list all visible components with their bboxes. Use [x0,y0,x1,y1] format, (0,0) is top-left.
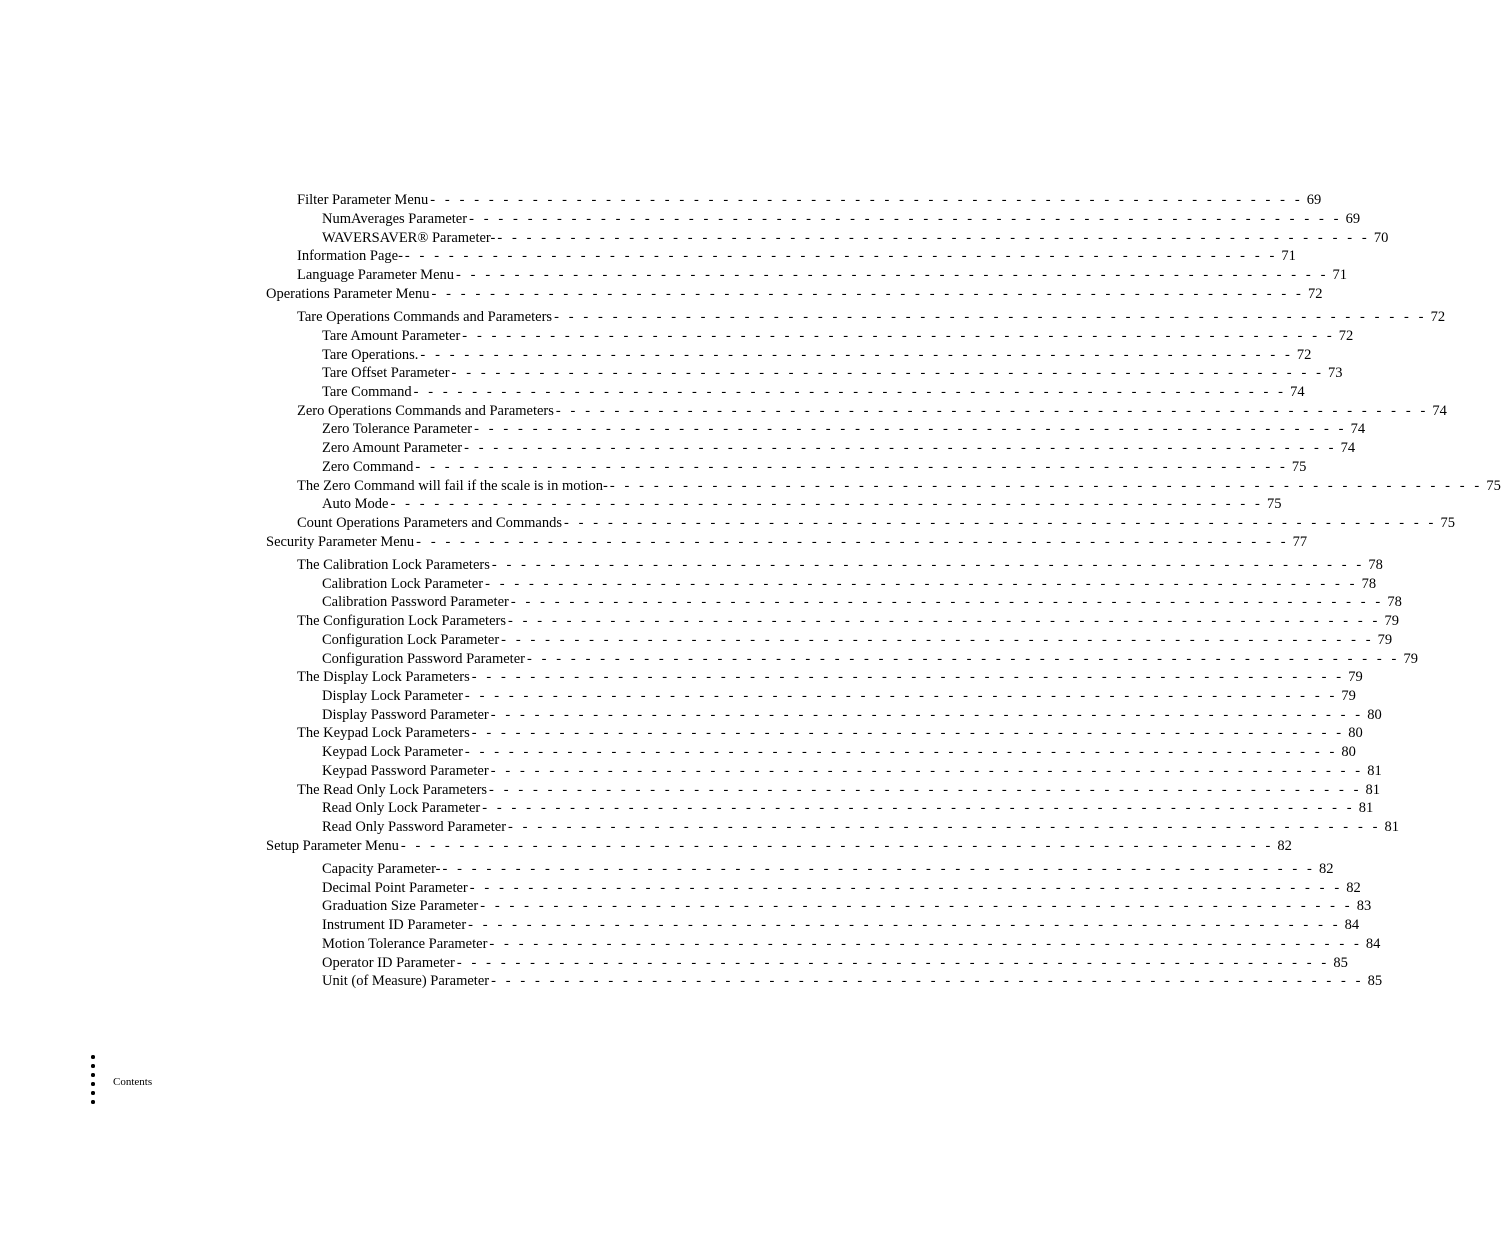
footer-section-label: Contents [113,1076,153,1088]
toc-entry-page-number: 73 [1328,365,1343,381]
toc-entry-title: The Calibration Lock Parameters [297,557,490,573]
toc-entry[interactable] [297,247,1296,266]
toc-entry-page-number: 79 [1403,651,1418,667]
dot-leader: - - - - - - - - - - - - - - - - - - - - - - - - - - - - - - - - - - - - - - - - - - - - - - - - - - - - - - - - - - - - [471,725,1345,741]
toc-entry-page-number: 79 [1377,632,1393,648]
toc-entry[interactable] [322,762,1382,781]
dot-leader: - - - - - - - - - - - - - - - - - - - - - - - - - - - - - - - - - - - - - - - - - - - - - - - - - - - - - - - - - - - - [442,861,1315,877]
toc-entry-title: NumAverages Parameter [322,211,468,227]
toc-entry-title: Operator ID Parameter [322,955,455,971]
toc-entry[interactable] [322,897,1372,916]
dot-leader: - - - - - - - - - - - - - - - - - - - - - - - - - - - - - - - - - - - - - - - - - - - - - - - - - - - - - - - - - - - - [415,459,1288,475]
toc-entry[interactable] [266,533,1308,552]
toc-entry[interactable] [322,631,1393,650]
dot-leader: - - - - - - - - - - - - - - - - - - - - - - - - - - - - - - - - - - - - - - - - - - - - - - - - - - - - - - - - - - - - [420,347,1293,363]
toc-entry-page-number: 75 [1266,496,1282,512]
toc-entry-title: Zero Operations Commands and Parameters [297,403,554,419]
toc-entry[interactable] [297,477,1501,496]
dot-leader: - - - - - - - - - - - - - - - - - - - - - - - - - - - - - - - - - - - - - - - - - - - - - - - - - - - - - - - - - - - - [471,669,1345,685]
toc-entry-page-number: 82 [1318,861,1334,877]
dot-leader: - - - - - - - - - - - - - - - - - - - - - - - - - - - - - - - - - - - - - - - - - - - - - - - - - - - - - - - - - - - - [474,421,1347,437]
toc-entry-title: Tare Amount Parameter [322,328,461,344]
toc-entry-page-number: 72 [1338,328,1354,344]
toc-entry-title: Decimal Point Parameter [322,880,468,896]
toc-entry[interactable] [322,972,1383,991]
footer-dot-ornament [91,1055,99,1110]
toc-entry[interactable] [297,191,1322,210]
toc-entry-title: Calibration Password Parameter [322,594,509,610]
toc-entry-page-number: 80 [1348,725,1363,741]
toc-entry[interactable] [266,837,1292,856]
toc-entry[interactable] [322,799,1374,818]
dot-leader: - - - - - - - - - - - - - - - - - - - - - - - - - - - - - - - - - - - - - - - - - - - - - - - - - - - - - - - - - - - - [489,936,1362,952]
toc-entry-page-number: 81 [1365,782,1381,798]
toc-entry-page-number: 74 [1340,440,1356,456]
toc-entry-title: Count Operations Parameters and Commands [297,515,562,531]
toc-entry[interactable] [297,724,1363,743]
dot-leader: - - - - - - - - - - - - - - - - - - - - - - - - - - - - - - - - - - - - - - - - - - - - - - - - - - - - - - - - - - - - [490,763,1364,779]
dot-leader: - - - - - - - - - - - - - - - - - - - - - - - - - - - - - - - - - - - - - - - - - - - - - - - - - - - - - - - - - - - - [416,534,1289,550]
toc-entry[interactable] [322,818,1400,837]
dot-leader: - - - - - - - - - - - - - - - - - - - - - - - - - - - - - - - - - - - - - - - - - - - - - - - - - - - - - - - - - - - - [563,515,1437,531]
toc-entry-page-number: 79 [1348,669,1363,685]
toc-entry-title: The Read Only Lock Parameters [297,782,488,798]
dot-leader: - - - - - - - - - - - - - - - - - - - - - - - - - - - - - - - - - - - - - - - - - - - - - - - - - - - - - - - - - - - - [497,230,1370,246]
toc-entry-page-number: 81 [1384,819,1400,835]
toc-entry[interactable] [322,650,1418,669]
toc-entry-page-number: 85 [1333,955,1348,971]
dot-leader: - - - - - - - - - - - - - - - - - - - - - - - - - - - - - - - - - - - - - - - - - - - - - - - - - - - - - - - - - - - - [490,707,1364,723]
dot-leader: - - - - - - - - - - - - - - - - - - - - - - - - - - - - - - - - - - - - - - - - - - - - - - - - - - - - - - - - - - - - [469,880,1343,896]
toc-entry-page-number: 75 [1291,459,1307,475]
toc-entry-page-number: 84 [1365,936,1381,952]
toc-entry[interactable] [297,556,1383,575]
toc-entry-page-number: 71 [1332,267,1348,283]
toc-entry-title: WAVERSAVER® Parameter- [322,230,496,246]
toc-entry[interactable] [322,439,1356,458]
toc-entry[interactable] [297,668,1363,687]
toc-entry[interactable] [322,954,1348,973]
toc-entry-page-number: 79 [1341,688,1356,704]
toc-entry-page-number: 71 [1281,248,1296,264]
toc-entry[interactable] [297,612,1399,631]
toc-entry-page-number: 83 [1356,898,1372,914]
toc-entry-page-number: 77 [1292,534,1308,550]
toc-entry-page-number: 84 [1344,917,1360,933]
dot-leader: - - - - - - - - - - - - - - - - - - - - - - - - - - - - - - - - - - - - - - - - - - - - - - - - - - - - - - - - - - - - [554,309,1427,325]
dot-leader: - - - - - - - - - - - - - - - - - - - - - - - - - - - - - - - - - - - - - - - - - - - - - - - - - - - - - - - - - - - - [404,248,1278,264]
toc-entry-title: Graduation Size Parameter [322,898,479,914]
toc-entry-page-number: 75 [1486,478,1501,494]
toc-entry[interactable] [322,327,1354,346]
toc-entry-title: Tare Offset Parameter [322,365,450,381]
toc-entry[interactable] [322,575,1377,594]
toc-entry[interactable] [322,346,1312,365]
toc-entry[interactable] [322,743,1356,762]
toc-entry-title: Keypad Password Parameter [322,763,489,779]
toc-entry-title: Keypad Lock Parameter [322,744,463,760]
toc-entry-title: Instrument ID Parameter [322,917,467,933]
dot-leader: - - - - - - - - - - - - - - - - - - - - - - - - - - - - - - - - - - - - - - - - - - - - - - - - - - - - - - - - - - - - [456,955,1330,971]
toc-entry-page-number: 80 [1367,707,1382,723]
dot-leader: - - - - - - - - - - - - - - - - - - - - - - - - - - - - - - - - - - - - - - - - - - - - - - - - - - - - - - - - - - - - [464,440,1337,456]
toc-entry[interactable] [322,916,1360,935]
toc-entry-page-number: 72 [1307,286,1323,302]
toc-entry-title: The Zero Command will fail if the scale is in motion- [297,478,608,494]
dot-leader: - - - - - - - - - - - - - - - - - - - - - - - - - - - - - - - - - - - - - - - - - - - - - - - - - - - - - - - - - - - - [482,800,1355,816]
toc-entry[interactable] [266,285,1323,304]
toc-entry-title: Language Parameter Menu [297,267,455,283]
toc-entry-title: Capacity Parameter- [322,861,441,877]
dot-leader: - - - - - - - - - - - - - - - - - - - - - - - - - - - - - - - - - - - - - - - - - - - - - - - - - - - - - - - - - - - - [464,744,1338,760]
toc-entry-title: The Display Lock Parameters [297,669,470,685]
toc-entry-title: Read Only Password Parameter [322,819,507,835]
toc-entry-title: Setup Parameter Menu [266,838,399,854]
toc-entry[interactable] [322,229,1389,248]
toc-entry-page-number: 85 [1367,973,1383,989]
toc-entry[interactable] [322,593,1402,612]
toc-entry[interactable] [322,495,1282,514]
toc-entry[interactable] [322,458,1307,477]
toc-entry-title: Calibration Lock Parameter [322,576,484,592]
toc-entry-page-number: 78 [1368,557,1383,573]
dot-leader: - - - - - - - - - - - - - - - - - - - - - - - - - - - - - - - - - - - - - - - - - - - - - - - - - - - - - - - - - - - - [431,286,1304,302]
toc-entry-page-number: 81 [1367,763,1382,779]
toc-entry[interactable] [322,879,1361,898]
toc-entry[interactable] [297,308,1446,327]
toc-entry-title: Unit (of Measure) Parameter [322,973,490,989]
toc-entry-page-number: 79 [1384,613,1399,629]
dot-leader: - - - - - - - - - - - - - - - - - - - - - - - - - - - - - - - - - - - - - - - - - - - - - - - - - - - - - - - - - - - - [451,365,1325,381]
toc-entry-title: Tare Operations Commands and Parameters [297,309,553,325]
toc-entry-title: The Keypad Lock Parameters [297,725,470,741]
dot-leader: - - - - - - - - - - - - - - - - - - - - - - - - - - - - - - - - - - - - - - - - - - - - - - - - - - - - - - - - - - - - [485,576,1358,592]
toc-entry[interactable] [322,706,1382,725]
toc-entry-title: Zero Tolerance Parameter [322,421,473,437]
dot-leader: - - - - - - - - - - - - - - - - - - - - - - - - - - - - - - - - - - - - - - - - - - - - - - - - - - - - - - - - - - - - [456,267,1329,283]
toc-entry-page-number: 82 [1277,838,1292,854]
toc-entry[interactable] [322,687,1356,706]
dot-leader: - - - - - - - - - - - - - - - - - - - - - - - - - - - - - - - - - - - - - - - - - - - - - - - - - - - - - - - - - - - - [480,898,1353,914]
toc-entry-title: Operations Parameter Menu [266,286,430,302]
toc-entry-title: Zero Amount Parameter [322,440,463,456]
toc-entry-page-number: 82 [1346,880,1361,896]
dot-leader: - - - - - - - - - - - - - - - - - - - - - - - - - - - - - - - - - - - - - - - - - - - - - - - - - - - - - - - - - - - - [464,688,1338,704]
dot-leader: - - - - - - - - - - - - - - - - - - - - - - - - - - - - - - - - - - - - - - - - - - - - - - - - - - - - - - - - - - - - [430,192,1303,208]
toc-entry[interactable] [322,935,1381,954]
toc-entry-title: Display Lock Parameter [322,688,463,704]
toc-entry-page-number: 70 [1373,230,1389,246]
toc-entry-title: Tare Command [322,384,412,400]
toc-entry-page-number: 75 [1440,515,1455,531]
toc-entry-page-number: 81 [1358,800,1374,816]
toc-entry-title: The Configuration Lock Parameters [297,613,506,629]
dot-leader: - - - - - - - - - - - - - - - - - - - - - - - - - - - - - - - - - - - - - - - - - - - - - - - - - - - - - - - - - - - - [501,632,1374,648]
toc-entry-title: Tare Operations. [322,347,419,363]
dot-leader: - - - - - - - - - - - - - - - - - - - - - - - - - - - - - - - - - - - - - - - - - - - - - - - - - - - - - - - - - - - - [462,328,1335,344]
toc-entry[interactable] [297,402,1447,421]
toc-entry[interactable] [322,210,1361,229]
dot-leader: - - - - - - - - - - - - - - - - - - - - - - - - - - - - - - - - - - - - - - - - - - - - - - - - - - - - - - - - - - - - [390,496,1263,512]
toc-entry[interactable] [322,860,1334,879]
dot-leader: - - - - - - - - - - - - - - - - - - - - - - - - - - - - - - - - - - - - - - - - - - - - - - - - - - - - - - - - - - - - [400,838,1274,854]
dot-leader: - - - - - - - - - - - - - - - - - - - - - - - - - - - - - - - - - - - - - - - - - - - - - - - - - - - - - - - - - - - - [555,403,1429,419]
toc-entry-title: Configuration Lock Parameter [322,632,500,648]
dot-leader: - - - - - - - - - - - - - - - - - - - - - - - - - - - - - - - - - - - - - - - - - - - - - - - - - - - - - - - - - - - - [609,478,1483,494]
dot-leader: - - - - - - - - - - - - - - - - - - - - - - - - - - - - - - - - - - - - - - - - - - - - - - - - - - - - - - - - - - - - [489,782,1362,798]
toc-entry-page-number: 74 [1350,421,1366,437]
toc-entry-title: Read Only Lock Parameter [322,800,481,816]
toc-entry-title: Security Parameter Menu [266,534,415,550]
toc-entry-page-number: 78 [1361,576,1377,592]
toc-entry-page-number: 74 [1432,403,1447,419]
dot-leader: - - - - - - - - - - - - - - - - - - - - - - - - - - - - - - - - - - - - - - - - - - - - - - - - - - - - - - - - - - - - [510,594,1384,610]
toc-entry[interactable] [322,383,1305,402]
dot-leader: - - - - - - - - - - - - - - - - - - - - - - - - - - - - - - - - - - - - - - - - - - - - - - - - - - - - - - - - - - - - [526,651,1400,667]
toc-entry[interactable] [322,364,1343,383]
dot-leader: - - - - - - - - - - - - - - - - - - - - - - - - - - - - - - - - - - - - - - - - - - - - - - - - - - - - - - - - - - - - [491,973,1364,989]
toc-entry-title: Information Page- [297,248,403,264]
toc-entry-page-number: 69 [1345,211,1361,227]
toc-entry-page-number: 69 [1306,192,1322,208]
dot-leader: - - - - - - - - - - - - - - - - - - - - - - - - - - - - - - - - - - - - - - - - - - - - - - - - - - - - - - - - - - - - [507,613,1381,629]
dot-leader: - - - - - - - - - - - - - - - - - - - - - - - - - - - - - - - - - - - - - - - - - - - - - - - - - - - - - - - - - - - - [491,557,1365,573]
toc-entry-page-number: 74 [1290,384,1305,400]
toc-entry[interactable] [297,514,1455,533]
toc-entry-title: Display Password Parameter [322,707,489,723]
toc-entry-title: Filter Parameter Menu [297,192,429,208]
dot-leader: - - - - - - - - - - - - - - - - - - - - - - - - - - - - - - - - - - - - - - - - - - - - - - - - - - - - - - - - - - - - [508,819,1381,835]
toc-entry-page-number: 78 [1387,594,1402,610]
toc-entry[interactable] [297,266,1348,285]
toc-entry-title: Zero Command [322,459,414,475]
toc-entry-page-number: 72 [1430,309,1446,325]
toc-entry[interactable] [322,420,1366,439]
toc-entry-page-number: 80 [1341,744,1356,760]
toc-entry-title: Configuration Password Parameter [322,651,525,667]
toc-entry-title: Auto Mode [322,496,389,512]
dot-leader: - - - - - - - - - - - - - - - - - - - - - - - - - - - - - - - - - - - - - - - - - - - - - - - - - - - - - - - - - - - - [469,211,1342,227]
toc-entry-title: Motion Tolerance Parameter [322,936,488,952]
toc-entry-page-number: 72 [1296,347,1312,363]
toc-entry[interactable] [297,781,1381,800]
dot-leader: - - - - - - - - - - - - - - - - - - - - - - - - - - - - - - - - - - - - - - - - - - - - - - - - - - - - - - - - - - - - [468,917,1341,933]
dot-leader: - - - - - - - - - - - - - - - - - - - - - - - - - - - - - - - - - - - - - - - - - - - - - - - - - - - - - - - - - - - - [413,384,1287,400]
